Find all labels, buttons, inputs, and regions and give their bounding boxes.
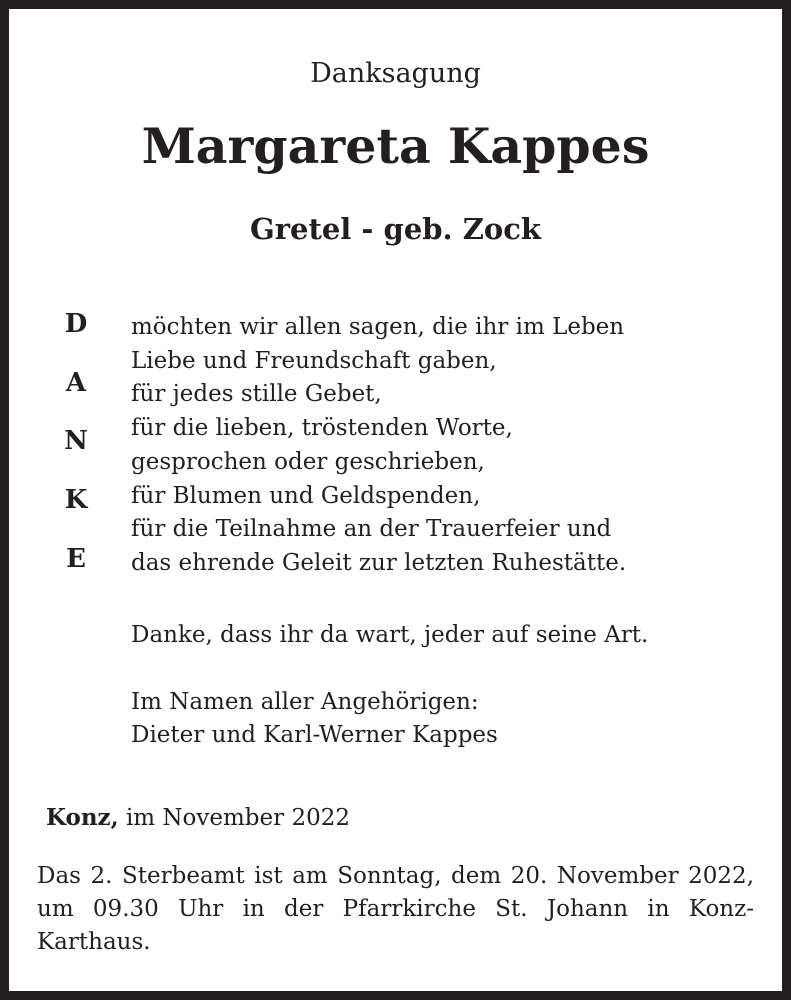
- acrostic-letter: N: [64, 426, 88, 457]
- poem-line: für Blumen und Geldspenden,: [131, 482, 481, 509]
- date: im November 2022: [125, 805, 350, 831]
- poem-line: für die lieben, tröstenden Worte,: [131, 415, 513, 442]
- place-date: [46, 804, 350, 831]
- acrostic-letter: K: [64, 485, 88, 516]
- poem-line: möchten wir allen sagen, die ihr im Leben: [131, 314, 625, 340]
- deceased-name: Margareta Kappes: [141, 117, 650, 175]
- signature-intro: Im Namen aller Angehörigen:: [131, 689, 479, 715]
- funeral-mass-notice: Das 2. Sterbeamt ist am Sonntag, dem 20. November 2022, um 09.30 Uhr in der Pfarrkirche St. Johann in Konz-Karthaus.: [37, 863, 754, 955]
- heading: Danksagung: [310, 58, 481, 89]
- nickname-maiden-name: Gretel - geb. Zock: [249, 212, 542, 246]
- signature-names: Dieter und Karl-Werner Kappes: [131, 722, 498, 748]
- place: Konz,: [46, 804, 119, 831]
- acrostic-letter: E: [66, 543, 86, 574]
- poem-line: das ehrende Geleit zur letzten Ruhestätte.: [131, 549, 627, 576]
- acrostic-danke: [58, 306, 94, 599]
- thanks-line: Danke, dass ihr da wart, jeder auf seine Art.: [131, 622, 649, 648]
- poem-line: für die Teilnahme an der Trauerfeier und: [131, 516, 612, 543]
- poem-line: gesprochen oder geschrieben,: [131, 448, 485, 475]
- thanks-poem: [131, 311, 626, 581]
- poem-line: Liebe und Freundschaft gaben,: [131, 347, 497, 374]
- poem-line: für jedes stille Gebet,: [131, 381, 382, 408]
- acrostic-letter: A: [65, 367, 87, 398]
- acrostic-letter: D: [64, 309, 88, 339]
